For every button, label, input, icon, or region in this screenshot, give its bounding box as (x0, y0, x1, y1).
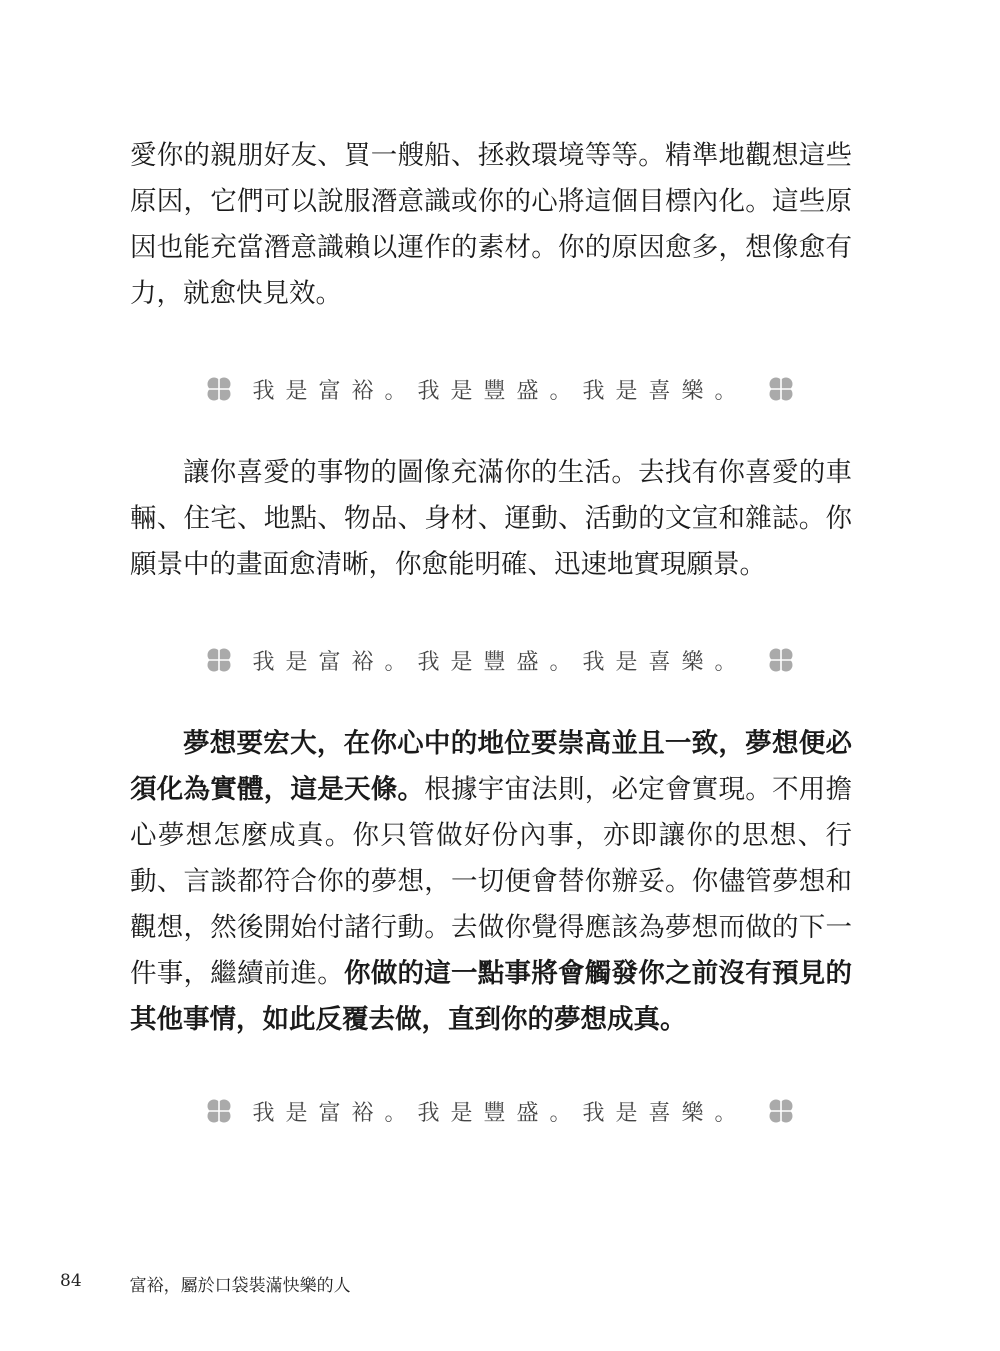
affirmation-text: 我是富裕。我是豐盛。我是喜樂。 (252, 1100, 748, 1126)
paragraph-2-text: 讓你喜愛的事物的圖像充滿你的生活。去找有你喜愛的車輛、住宅、地點、物品、身材、運動、活動的文宣和雜誌。你願景中的畫面愈清晰，你愈能明確、迅速地實現願景。 (130, 457, 852, 580)
page-number: 84 (60, 1271, 82, 1291)
paragraph-3-bold-end: 你做的這一點事將會觸發你之前沒有預見的其他事情，如此反覆去做，直到你的夢想成真。 (130, 958, 852, 1035)
clover-icon (204, 645, 234, 675)
affirmation-divider-2 (0, 640, 1000, 680)
clover-icon (766, 1096, 796, 1126)
clover-icon (766, 374, 796, 404)
page-footer (60, 1271, 351, 1296)
paragraph-1-text: 愛你的親朋好友、買一艘船、拯救環境等等。精準地觀想這些原因，它們可以說服潛意識或你的心將這個目標內化。這些原因也能充當潛意識賴以運作的素材。你的原因愈多，想像愈有力，就愈快見效。 (130, 140, 852, 309)
paragraph-3-bold-start: 夢想要宏大，在你心中的地位要崇高並且一致，夢想便必須化為實體，這是天條。 (130, 728, 852, 805)
paragraph-1 (130, 133, 852, 317)
running-title: 富裕，屬於口袋裝滿快樂的人 (129, 1276, 351, 1296)
affirmation-divider-1 (0, 369, 1000, 409)
affirmation-text: 我是富裕。我是豐盛。我是喜樂。 (252, 649, 748, 675)
clover-icon (204, 374, 234, 404)
affirmation-text: 我是富裕。我是豐盛。我是喜樂。 (252, 378, 748, 404)
paragraph-3 (130, 721, 852, 1043)
clover-icon (204, 1096, 234, 1126)
paragraph-2 (130, 450, 852, 588)
clover-icon (766, 645, 796, 675)
affirmation-divider-3 (0, 1091, 1000, 1131)
paragraph-3-middle: 根據宇宙法則，必定會實現。不用擔心夢想怎麼成真。你只管做好份內事，亦即讓你的思想、行動、言談都符合你的夢想，一切便會替你辦妥。你儘管夢想和觀想，然後開始付諸行動。去做你覺得應該為夢想而做的下一件事，繼續前進。 (130, 774, 852, 989)
